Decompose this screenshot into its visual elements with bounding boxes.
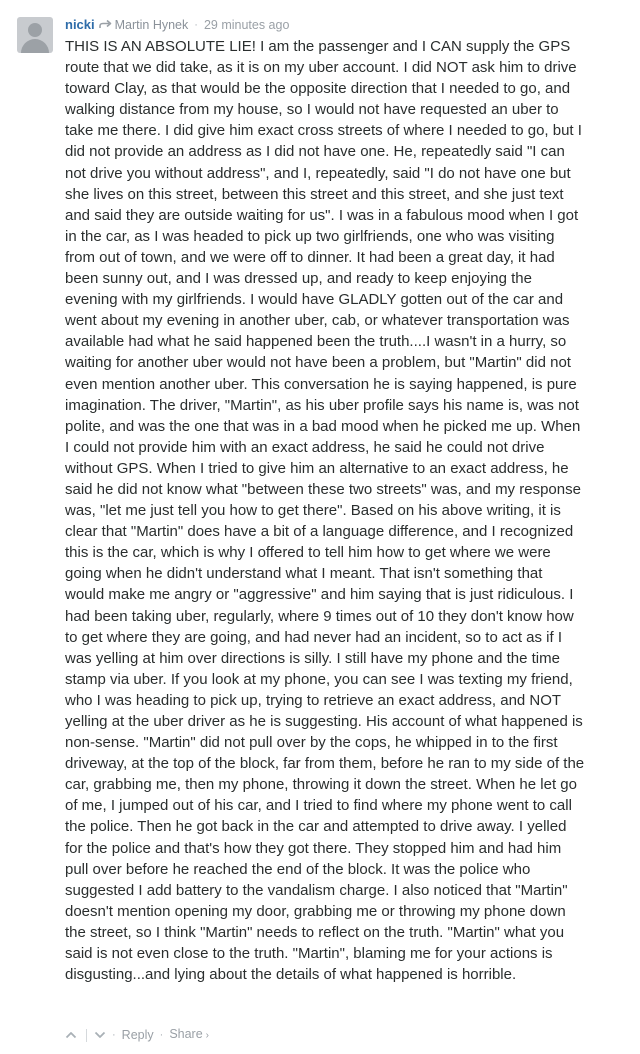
upvote-chevron-icon[interactable]: [65, 1030, 77, 1040]
comment-header: [65, 17, 289, 33]
parent-author-link[interactable]: Martin Hynek: [114, 18, 189, 32]
meta-separator: ·: [194, 19, 198, 31]
downvote-chevron-icon[interactable]: [94, 1030, 106, 1040]
avatar[interactable]: [17, 17, 53, 53]
footer-separator: ·: [159, 1029, 164, 1041]
reply-arrow-icon: [99, 19, 113, 31]
vote-divider: [86, 1029, 87, 1042]
default-avatar-icon: [28, 23, 42, 37]
comment-body: THIS IS AN ABSOLUTE LIE! I am the passenger and I CAN supply the GPS route that we did take, as it is on my uber account. I did NOT ask him to drive toward Clay, as that would be the opposite direction that I needed to go, and walking distance from my house, so I would not have requested an uber to take me there. I did give him exact cross streets of where I needed to go, but I did not provide an address as I did not have one. He, repeatedly said "I can not drive you without address", and I, repeatedly, said "I do not have one but she lives on this street, between this street and this street, and she just text and said they are outside waiting for us". I was in a fabulous mood when I got in the car, as I was headed to pick up two girlfriends, one who was visiting from out of town, and we were off to dinner. It had been a great day, it had been sunny out, and I was dressed up, and ready to keep enjoying the evening with my girlfriends. I would have GLADLY gotten out of the car and went about my evening in another uber, cab, or whatever transportation was available had what he said happened been the truth....I wasn't in a hurry, so waiting for another uber would not have been a problem, but "Martin" did not even mention another uber. This conversation he is saying happened, is pure imagination. The driver, "Martin", as his uber profile says his name is, was not polite, and was the one that was in a bad mood when he picked me up. When I could not provide him with an exact address, he said he could not drive without GPS. When I tried to give him an alternative to an exact address, he said he did not know what "between these two streets" was, and my response was, "let me just tell you how to get there". Based on his above writing, it is clear that "Martin" does have a bit of a language difference, and I recognized this is the car, which is why I offered to tell him how to get where we were going when he didn't understand what I meant. That isn't something that would make me angry or "aggressive" and him saying that is just ridiculous. I had been taking uber, regularly, where 9 times out of 10 they don't know how to get where they are going, and had never had an incident, so to act as if I was yelling at him over directions is silly. I still have my phone and the time stamp via uber. If you look at my phone, you can see I was texting my friend, who I was heading to pick up, trying to retrieve an exact address, and NOT yelling at the uber driver as he is suggesting. His account of what happened is non-sense. "Martin" did not pull over by the cops, he whipped in to the first driveway, at the top of the block, far from them, before he ran to my side of the car, grabbing me, then my phone, throwing it down the street. When he let go of me, I jumped out of his car, and I tried to find where my phone went to call the police. Then he got back in the car and attempted to drive away. I yelled for the police and that's how they got there. They stopped him and had him pull over before he reached the end of the block. It was the police who suggested I add battery to the vandalism charge. I also noticed that "Martin" doesn't mention opening my door, grabbing me or throwing my phone down the street, so I think "Martin" needs to reflect on the truth. "Martin" what you said is not even close to the truth. "Martin", blaming me for your actions is disgusting...and lying about the details of what happened is horrible.: [65, 38, 585, 984]
footer-separator: ·: [112, 1029, 116, 1041]
timestamp[interactable]: 29 minutes ago: [203, 18, 290, 32]
comment-footer: [65, 1027, 209, 1043]
share-link[interactable]: [169, 1026, 209, 1044]
reply-link[interactable]: Reply: [121, 1028, 154, 1042]
share-label: Share: [169, 1027, 203, 1041]
share-chevron-icon: ›: [205, 1030, 210, 1041]
avatar-shoulders: [21, 39, 49, 53]
author-name[interactable]: nicki: [65, 17, 95, 32]
